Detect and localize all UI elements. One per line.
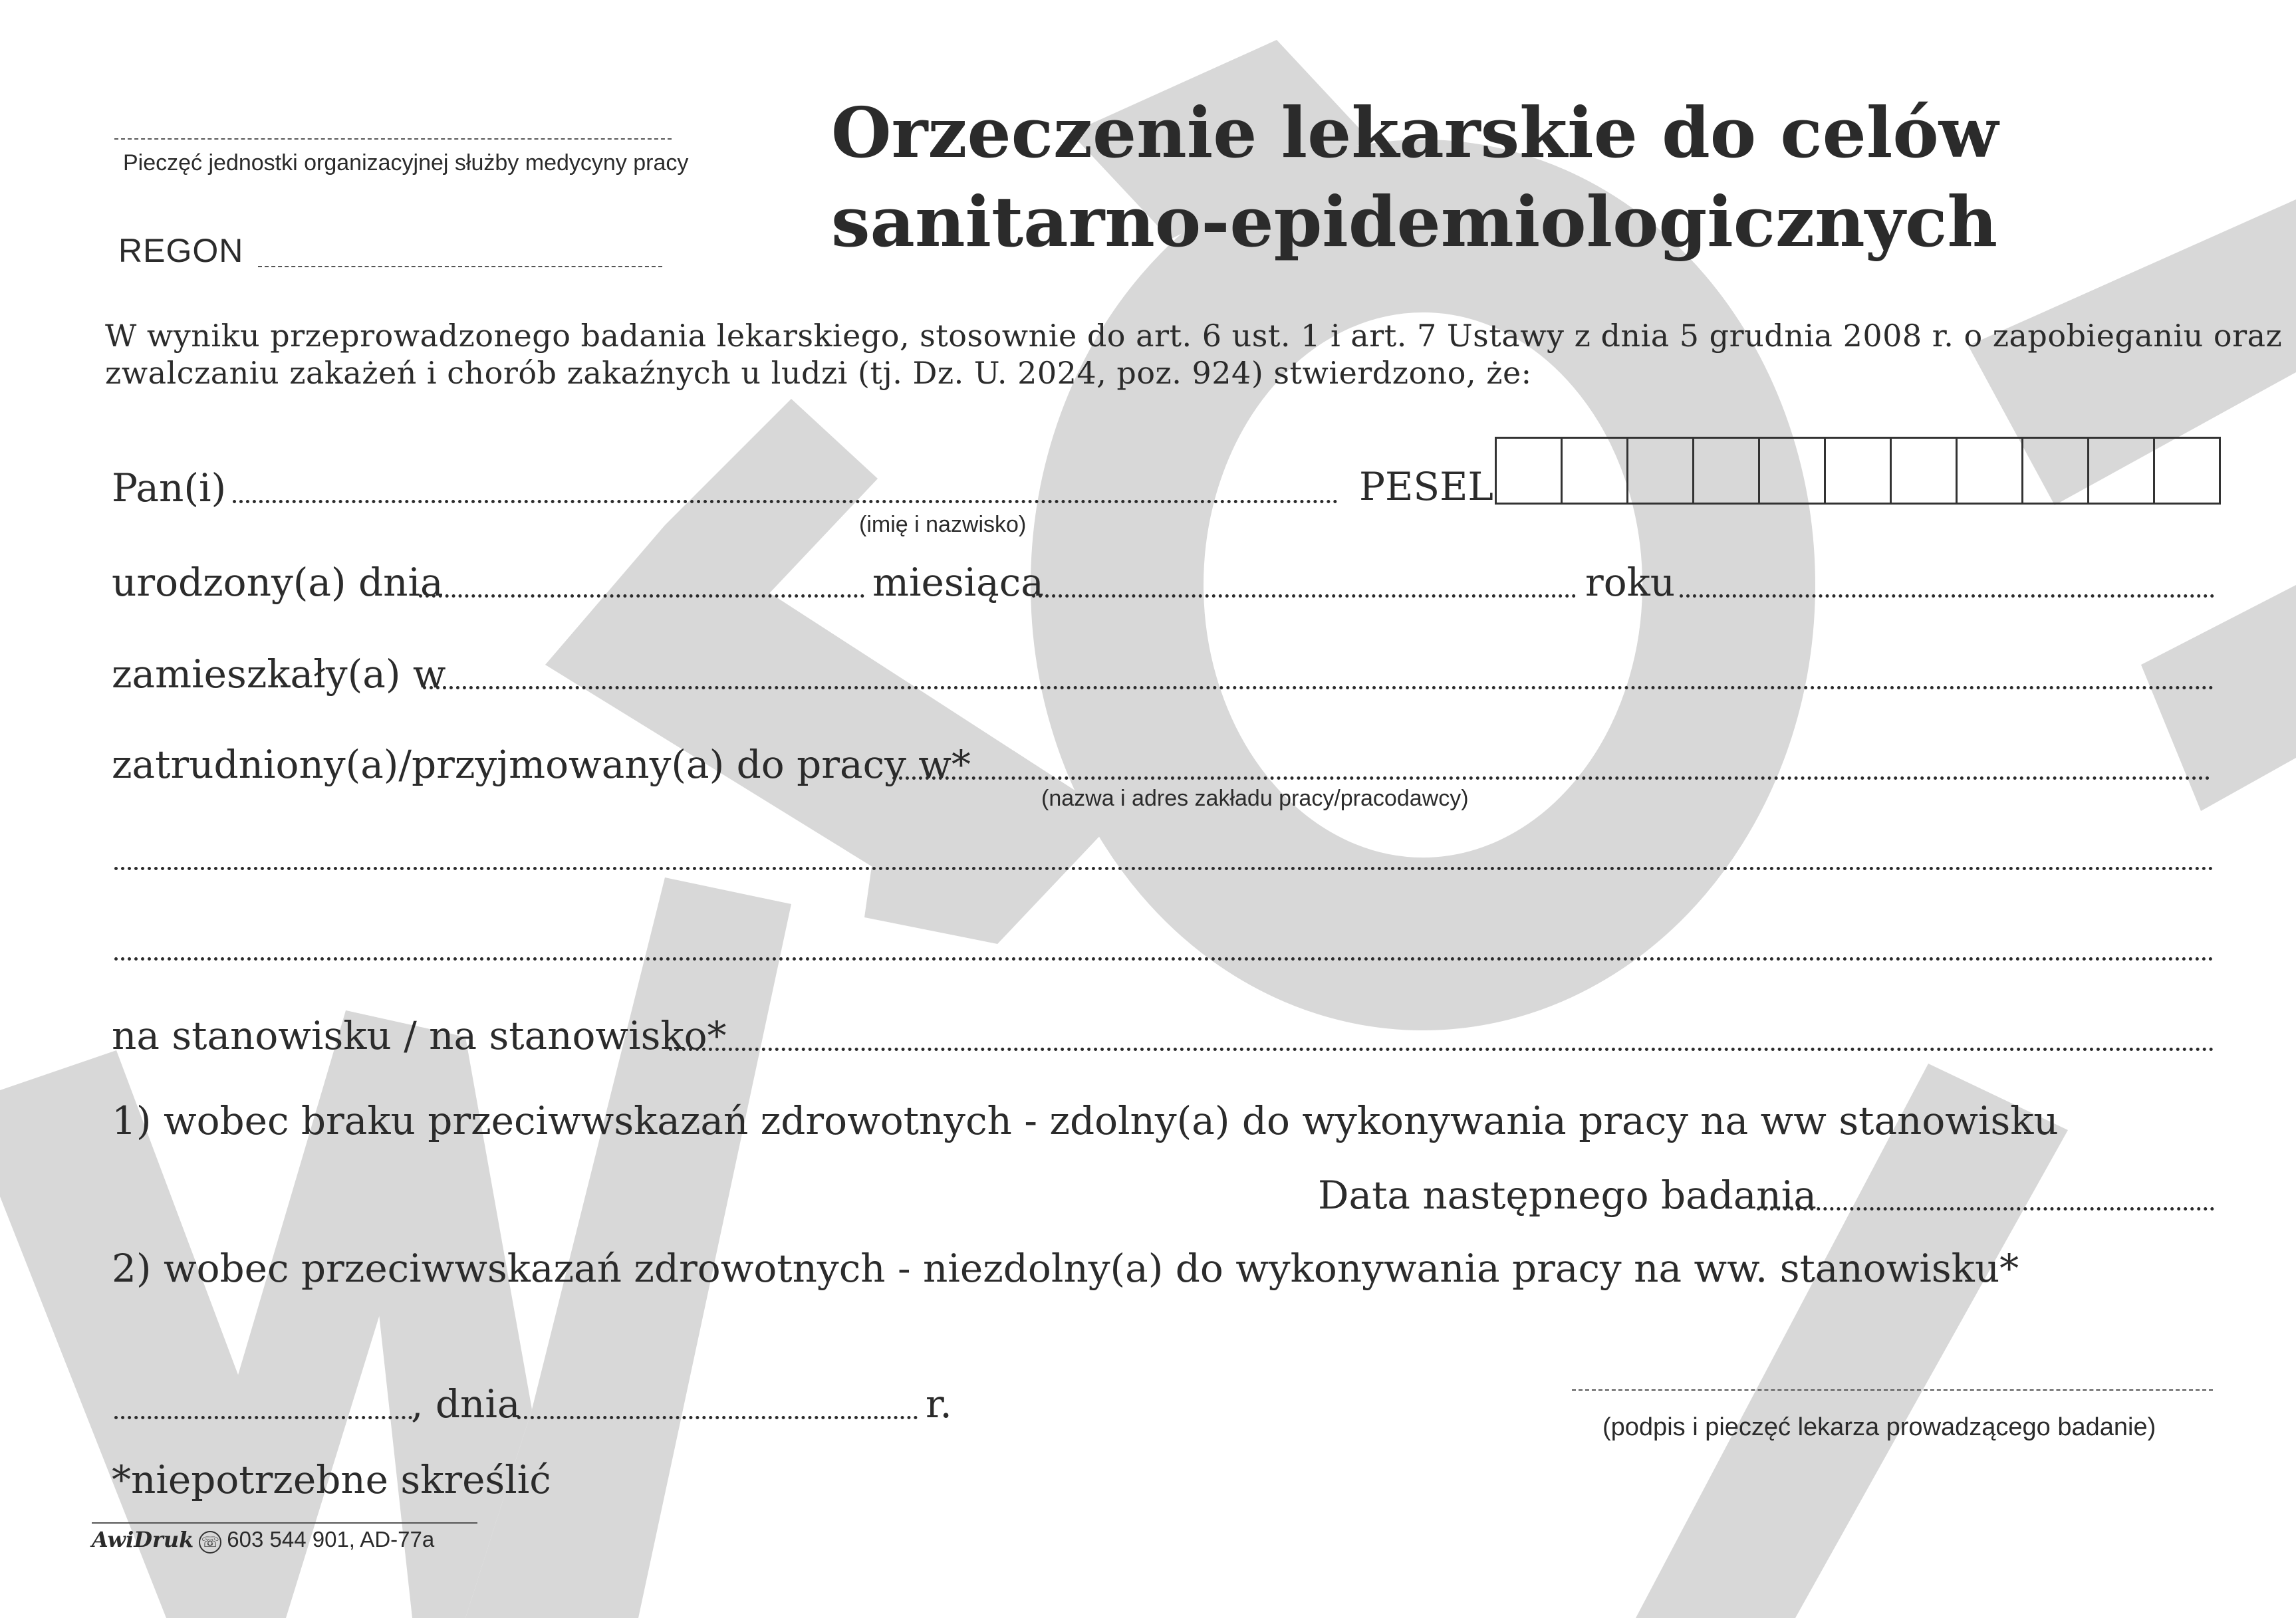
place-field[interactable] [114,1416,412,1419]
pesel-digit-box[interactable] [1826,439,1892,503]
position-label: na stanowisku / na stanowisko* [112,1013,727,1058]
phone-icon: ☏ [199,1531,221,1554]
pesel-digit-box[interactable] [2155,439,2219,503]
month-label: miesiąca [872,560,1044,605]
born-year-field[interactable] [1680,594,2214,598]
verdict-unfit: 2) wobec przeciwwskazań zdrowotnych - niezdolny(a) do wykonywania pracy na ww. stanowisku* [112,1246,2019,1291]
pesel-digit-box[interactable] [1563,439,1628,503]
stamp-caption: Pieczęć jednostki organizacyjnej służby medycyny pracy [123,150,689,175]
position-field[interactable] [669,1048,2214,1051]
pesel-digit-box[interactable] [1760,439,1826,503]
intro-text-line-1: W wyniku przeprowadzonego badania lekarskiego, stosownie do art. 6 ust. 1 i art. 7 Ustawy z dnia 5 grudnia 2008 r. o zapobieganiu oraz [105,318,2283,354]
doctor-signature-caption: (podpis i pieczęć lekarza prowadzącego badanie) [1602,1413,2156,1441]
pesel-digit-box[interactable] [1628,439,1694,503]
name-field[interactable] [233,500,1338,503]
employer-field-line-3[interactable] [114,957,2214,961]
printer-footer [92,1527,434,1554]
regon-label: REGON [118,232,244,269]
pesel-digit-box[interactable] [1694,439,1760,503]
pesel-boxes[interactable] [1495,437,2221,505]
pesel-digit-box[interactable] [2089,439,2155,503]
pesel-digit-box[interactable] [2023,439,2089,503]
name-caption: (imię i nazwisko) [859,512,1027,537]
employer-field[interactable] [892,776,2210,780]
next-exam-label: Data następnego badania [1318,1173,1817,1218]
employer-field-line-2[interactable] [114,867,2214,870]
pesel-label: PESEL [1359,464,1493,509]
born-label: urodzony(a) dnia [112,560,444,605]
document-title-line-1: Orzeczenie lekarskie do celów [831,92,1999,173]
employer-label: zatrudniony(a)/przyjmowany(a) do pracy w* [112,742,971,787]
born-day-field[interactable] [419,594,864,598]
document-title-line-2: sanitarno-epidemiologicznych [831,181,1998,263]
doctor-signature-line[interactable] [1572,1389,2213,1391]
employer-caption: (nazwa i adres zakładu pracy/pracodawcy) [1041,786,1469,811]
year-label: roku [1585,560,1676,605]
pesel-digit-box[interactable] [1958,439,2023,503]
pesel-digit-box[interactable] [1497,439,1563,503]
regon-field[interactable] [258,266,662,267]
residence-label: zamieszkały(a) w [112,651,446,697]
born-month-field[interactable] [1032,594,1576,598]
pesel-digit-box[interactable] [1892,439,1958,503]
date-comma-label: , dnia [411,1381,521,1427]
printer-contact: 603 544 901, AD-77a [227,1527,435,1552]
footnote: *niepotrzebne skreślić [112,1457,551,1502]
date-suffix: r. [926,1381,952,1427]
name-label: Pan(i) [112,465,227,511]
footer-rule [92,1522,477,1524]
stamp-line [114,138,672,140]
next-exam-field[interactable] [1757,1207,2214,1211]
printer-brand: AwiDruk [92,1527,194,1552]
issue-date-field[interactable] [517,1416,918,1419]
residence-field[interactable] [423,686,2214,689]
intro-text-line-2: zwalczaniu zakażeń i chorób zakaźnych u ludzi (tj. Dz. U. 2024, poz. 924) stwierdzono, że: [105,355,1532,391]
verdict-fit: 1) wobec braku przeciwwskazań zdrowotnych - zdolny(a) do wykonywania pracy na ww stanowisku [112,1098,2059,1143]
